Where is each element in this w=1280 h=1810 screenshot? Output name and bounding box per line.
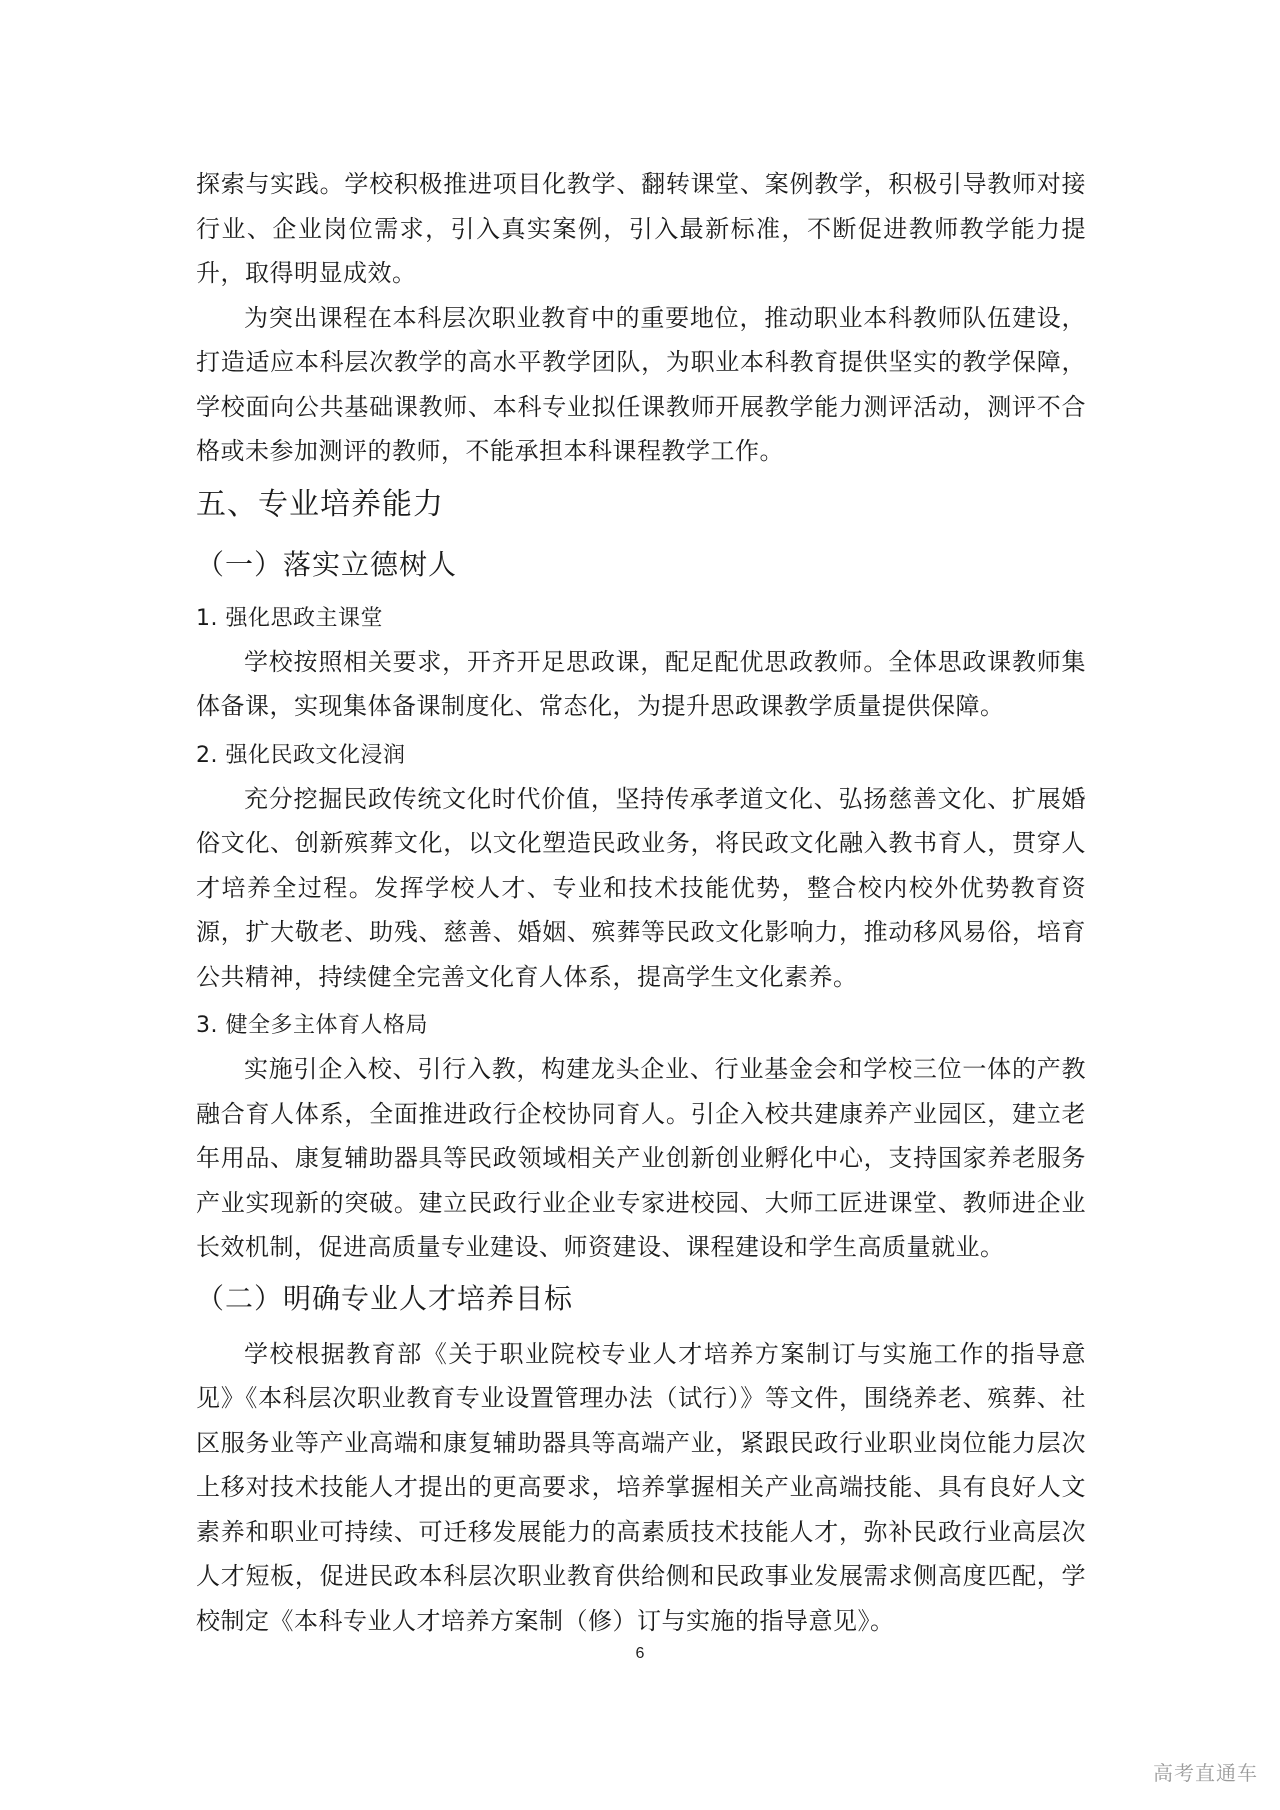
item-heading-3: 3. 健全多主体育人格局 xyxy=(196,1013,428,1038)
training-goals-paragraph: 学校根据教育部《关于职业院校专业人才培养方案制订与实施工作的指导意见》《本科层次职业教育专业设置管理办法（试行）》等文件，围绕养老、殡葬、社区服务业等产业高端和康复辅助器具等高端产业，紧跟民政行业职业岗位能力层次上移对技术技能人才提出的更高要求，培养掌握相关产业高端技能、具有良好人文素养和职业可持续、可迁移发展能力的高素质技术技能人才，弥补民政行业高层次人才短板，促进民政本科层次职业教育供给侧和民政事业发展需求侧高度匹配，学校制定《本科专业人才培养方案制（修）订与实施的指导意见》。 xyxy=(196,1339,1086,1635)
page-number: 6 xyxy=(635,1645,645,1662)
intro-paragraph: 探索与实践。学校积极推进项目化教学、翻转课堂、案例教学，积极引导教师对接行业、企业岗位需求，引入真实案例，引入最新标准，不断促进教师教学能力提升，取得明显成效。 xyxy=(196,170,1086,287)
teaching-assessment-paragraph: 为突出课程在本科层次职业教育中的重要地位，推动职业本科教师队伍建设，打造适应本科层次教学的高水平教学团队，为职业本科教育提供坚实的教学保障，学校面向公共基础课教师、本科专业拟任课教师开展教学能力测评活动，测评不合格或未参加测评的教师，不能承担本科课程教学工作。 xyxy=(196,303,1086,465)
item-text-1: 学校按照相关要求，开齐开足思政课，配足配优思政教师。全体思政课教师集体备课，实现集体备课制度化、常态化，为提升思政课教学质量提供保障。 xyxy=(196,647,1086,720)
section-heading-5: 五、专业培养能力 xyxy=(196,486,444,522)
item-heading-1: 1. 强化思政主课堂 xyxy=(196,605,383,631)
item-text-3: 实施引企入校、引行入教，构建龙头企业、行业基金会和学校三位一体的产教融合育人体系，全面推进政行企校协同育人。引企入校共建康养产业园区，建立老年用品、康复辅助器具等民政领域相关产业创新创业孵化中心，支持国家养老服务产业实现新的突破。建立民政行业企业专家进校园、大师工匠进课堂、教师进企业长效机制，促进高质量专业建设、师资建设、课程建设和学生高质量就业。 xyxy=(196,1055,1086,1261)
watermark-text: 高考直通车 xyxy=(1153,1761,1258,1785)
document-page xyxy=(196,162,1086,1643)
subsection-heading-1: （一）落实立德树人 xyxy=(196,547,458,581)
item-text-2: 充分挖掘民政传统文化时代价值，坚持传承孝道文化、弘扬慈善文化、扩展婚俗文化、创新殡葬文化，以文化塑造民政业务，将民政文化融入教书育人，贯穿人才培养全过程。发挥学校人才、专业和技术技能优势，整合校内校外优势教育资源，扩大敬老、助残、慈善、婚姻、殡葬等民政文化影响力，推动移风易俗，培育公共精神，持续健全完善文化育人体系，提高学生文化素养。 xyxy=(196,784,1086,991)
watermark-logo xyxy=(1153,1757,1258,1786)
item-heading-2: 2. 强化民政文化浸润 xyxy=(196,742,406,768)
subsection-heading-2: （二）明确专业人才培养目标 xyxy=(196,1281,574,1315)
